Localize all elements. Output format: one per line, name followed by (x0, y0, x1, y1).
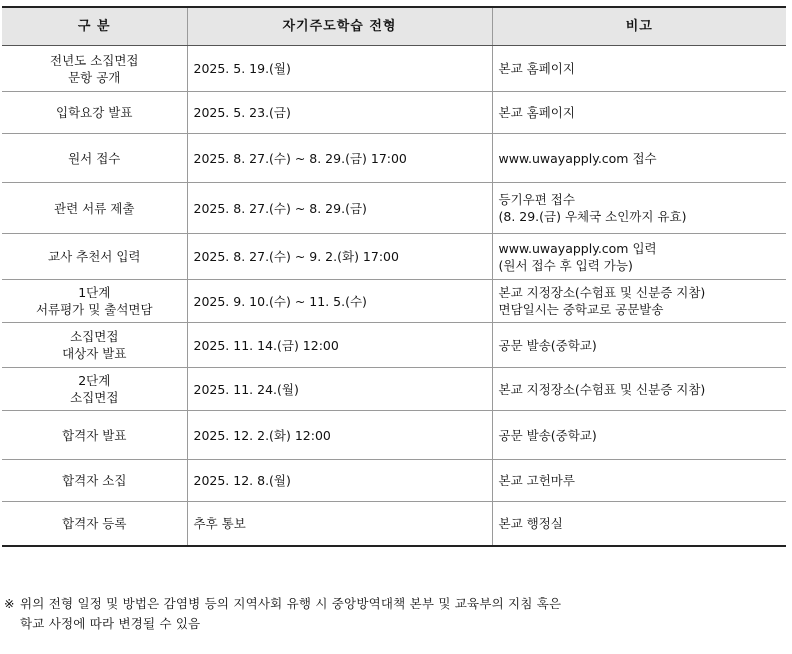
stage-cell (2, 502, 187, 546)
remark-text: 등기우편 접수 (498, 192, 575, 207)
table-row (2, 46, 786, 92)
stage-text: 관련 서류 제출 (54, 200, 135, 216)
remark-cell (492, 234, 786, 280)
date-text: 추후 통보 (193, 515, 246, 531)
stage-text: 합격자 등록 (62, 515, 127, 531)
stage-cell (2, 280, 187, 323)
table-row (2, 234, 786, 280)
stage-text: 1단계 (78, 285, 111, 300)
remark-text: www.uwayapply.com 입력 (498, 240, 657, 256)
footnote-line-1: 위의 전형 일정 및 방법은 감염병 등의 지역사회 유행 시 중앙방역대책 본부 및 교육부의 지침 혹은 (20, 596, 562, 611)
table-row (2, 411, 786, 460)
date-text: 2025. 12. 8.(월) (193, 473, 291, 488)
stage-text: 합격자 발표 (62, 427, 127, 443)
stage-text: 서류평가 및 출석면담 (35, 302, 153, 317)
date-cell (187, 280, 492, 323)
remark-cell (492, 460, 786, 502)
date-text: 2025. 5. 23.(금) (193, 105, 291, 120)
date-cell (187, 234, 492, 280)
table-row (2, 183, 786, 234)
stage-cell (2, 92, 187, 134)
stage-text: 교사 추천서 입력 (48, 249, 141, 264)
header-remarks: 비고 (492, 7, 786, 46)
remark-cell (492, 92, 786, 134)
remark-text: 본교 지정장소(수험표 및 신분증 지참) (498, 285, 706, 300)
remark-text: 본교 지정장소(수험표 및 신분증 지참) (498, 381, 706, 397)
table-row (2, 502, 786, 546)
remark-cell (492, 411, 786, 460)
date-text: 2025. 9. 10.(수) ~ 11. 5.(수) (193, 293, 367, 309)
remark-text: 면담일시는 중학교로 공문발송 (498, 302, 664, 317)
remark-cell (492, 502, 786, 546)
stage-text: 소집면접 (70, 390, 119, 405)
schedule-body (2, 46, 786, 546)
date-cell (187, 460, 492, 502)
header-category: 구 분 (2, 7, 187, 46)
header-self-directed-track: 자기주도학습 전형 (187, 7, 492, 46)
remark-text: 공문 발송(중학교) (498, 337, 597, 353)
date-text: 2025. 11. 24.(월) (193, 381, 299, 397)
stage-cell (2, 46, 187, 92)
table-row (2, 368, 786, 411)
remark-text: (8. 29.(금) 우체국 소인까지 유효) (498, 209, 687, 224)
remark-cell (492, 368, 786, 411)
stage-cell (2, 323, 187, 368)
admission-schedule-table (2, 6, 786, 547)
stage-cell (2, 234, 187, 280)
remark-text: 본교 고헌마루 (498, 473, 575, 488)
stage-cell (2, 368, 187, 411)
stage-text: 소집면접 (70, 329, 119, 344)
date-text: 2025. 12. 2.(화) 12:00 (193, 427, 331, 443)
stage-cell (2, 183, 187, 234)
date-text: 2025. 8. 27.(수) ~ 8. 29.(금) 17:00 (193, 150, 407, 166)
date-cell (187, 502, 492, 546)
table-row (2, 460, 786, 502)
note-mark: ※ (4, 596, 15, 611)
table-row (2, 280, 786, 323)
stage-text: 전년도 소집면접 (50, 52, 139, 68)
remark-text: (원서 접수 후 입력 가능) (498, 257, 633, 273)
remark-cell (492, 183, 786, 234)
date-text: 2025. 11. 14.(금) 12:00 (193, 337, 339, 353)
stage-text: 대상자 발표 (62, 346, 127, 361)
date-cell (187, 411, 492, 460)
date-cell (187, 134, 492, 183)
stage-text: 입학요강 발표 (56, 105, 133, 120)
date-cell (187, 92, 492, 134)
header-row (2, 7, 786, 46)
date-cell (187, 183, 492, 234)
date-cell (187, 46, 492, 92)
stage-cell (2, 411, 187, 460)
date-text: 2025. 5. 19.(월) (193, 61, 291, 76)
date-cell (187, 323, 492, 368)
remark-cell (492, 134, 786, 183)
table-row (2, 92, 786, 134)
stage-text: 원서 접수 (68, 150, 121, 166)
date-text: 2025. 8. 27.(수) ~ 9. 2.(화) 17:00 (193, 249, 399, 264)
remark-text: www.uwayapply.com 접수 (498, 150, 657, 166)
stage-cell (2, 134, 187, 183)
remark-cell (492, 280, 786, 323)
table-row (2, 134, 786, 183)
remark-text: 본교 홈페이지 (498, 61, 575, 76)
remark-text: 공문 발송(중학교) (498, 427, 597, 443)
stage-text: 2단계 (78, 373, 111, 388)
remark-text: 본교 홈페이지 (498, 105, 575, 120)
remark-cell (492, 323, 786, 368)
stage-text: 합격자 소집 (62, 473, 127, 488)
stage-cell (2, 460, 187, 502)
remark-cell (492, 46, 786, 92)
remark-text: 본교 행정실 (498, 515, 563, 531)
footnote-line-2: 학교 사정에 따라 변경될 수 있음 (20, 616, 201, 631)
date-text: 2025. 8. 27.(수) ~ 8. 29.(금) (193, 200, 367, 216)
stage-text: 문항 공개 (68, 69, 121, 85)
date-cell (187, 368, 492, 411)
footnote (4, 594, 788, 634)
table-row (2, 323, 786, 368)
